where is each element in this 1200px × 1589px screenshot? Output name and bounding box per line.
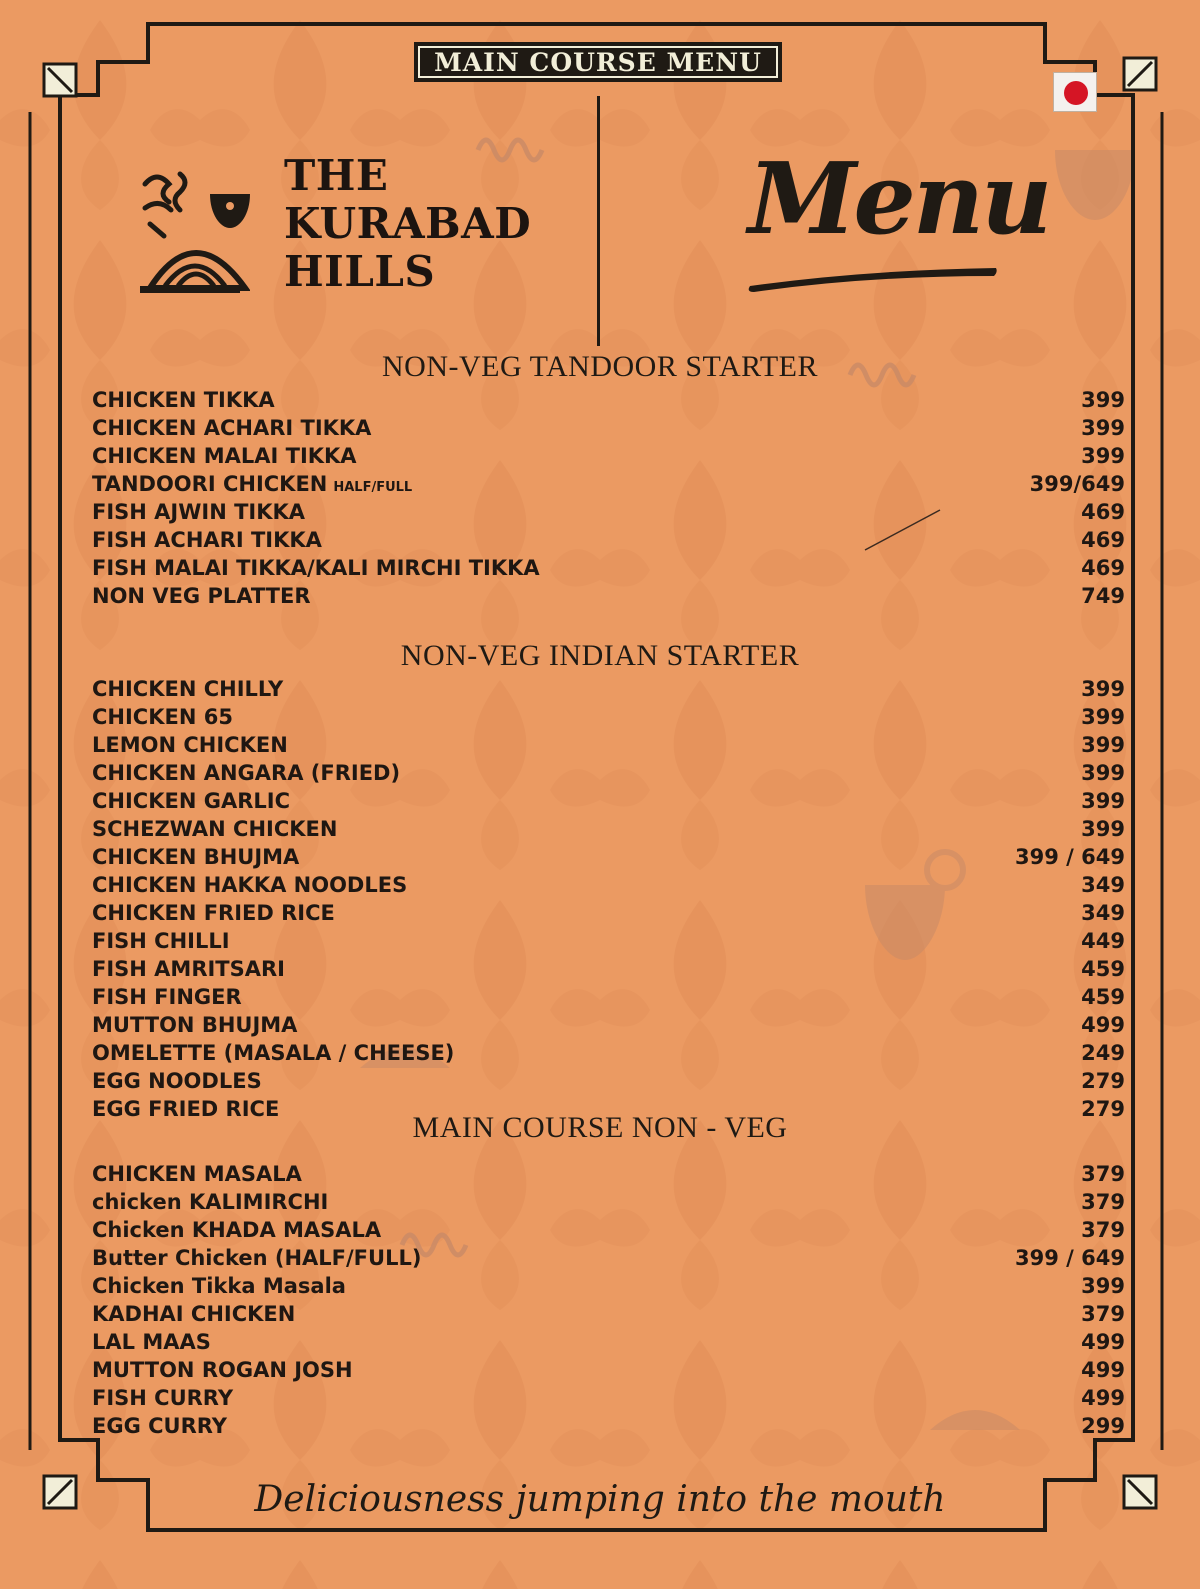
item-price: 449: [1081, 929, 1125, 953]
menu-item: FISH MALAI TIKKA/KALI MIRCHI TIKKA 469: [92, 556, 1125, 580]
item-price: 399: [1081, 416, 1125, 440]
menu-item: Chicken Tikka Masala 399: [92, 1274, 1125, 1298]
brand-line-2: KURABAD: [284, 199, 532, 248]
menu-item: FISH AJWIN TIKKA 469: [92, 500, 1125, 524]
menu-item: EGG FRIED RICE 279: [92, 1097, 1125, 1121]
menu-item: OMELETTE (MASALA / CHEESE) 249: [92, 1041, 1125, 1065]
item-price: 399: [1081, 677, 1125, 701]
item-price: 399 / 649: [1015, 845, 1125, 869]
menu-item: CHICKEN CHILLY 399: [92, 677, 1125, 701]
menu-item: TANDOORI CHICKEN HALF/FULL 399/649: [92, 472, 1125, 496]
item-price: 399: [1081, 789, 1125, 813]
menu-item: FISH CHILLI 449: [92, 929, 1125, 953]
item-price: 249: [1081, 1041, 1125, 1065]
item-price: 279: [1081, 1069, 1125, 1093]
menu-item: CHICKEN MASALA 379: [92, 1162, 1125, 1186]
menu-underline-swoosh: [746, 262, 1002, 296]
item-price: 379: [1081, 1162, 1125, 1186]
item-size-note: HALF/FULL: [333, 480, 413, 495]
brand-name: [284, 152, 531, 296]
section-title-indian-starter: NON-VEG INDIAN STARTER: [400, 639, 800, 672]
item-price: 349: [1081, 901, 1125, 925]
item-price: 379: [1081, 1218, 1125, 1242]
item-price: 469: [1081, 500, 1125, 524]
item-price: 279: [1081, 1097, 1125, 1121]
item-price: 399: [1081, 817, 1125, 841]
item-price: 399: [1081, 444, 1125, 468]
item-price: 399: [1081, 705, 1125, 729]
item-price: 379: [1081, 1190, 1125, 1214]
menu-item: CHICKEN FRIED RICE 349: [92, 901, 1125, 925]
menu-item: FISH AMRITSARI 459: [92, 957, 1125, 981]
brand-line-3: HILLS: [284, 247, 436, 296]
menu-item: Chicken KHADA MASALA 379: [92, 1218, 1125, 1242]
menu-item: chicken KALIMIRCHI 379: [92, 1190, 1125, 1214]
menu-item: MUTTON BHUJMA 499: [92, 1013, 1125, 1037]
item-price: 749: [1081, 584, 1125, 608]
item-price: 379: [1081, 1302, 1125, 1326]
item-price: 459: [1081, 957, 1125, 981]
menu-item: Butter Chicken (HALF/FULL) 399 / 649: [92, 1246, 1125, 1270]
item-price: 399: [1081, 761, 1125, 785]
item-price: 299: [1081, 1414, 1125, 1438]
menu-item: EGG NOODLES 279: [92, 1069, 1125, 1093]
item-price: 399/649: [1029, 472, 1125, 496]
item-price: 399: [1081, 733, 1125, 757]
brand-line-1: THE: [284, 151, 389, 200]
menu-item: CHICKEN 65 399: [92, 705, 1125, 729]
item-price: 469: [1081, 528, 1125, 552]
menu-heading: Menu: [748, 142, 1050, 257]
item-price: 459: [1081, 985, 1125, 1009]
item-price: 469: [1081, 556, 1125, 580]
main-course-menu-badge: MAIN COURSE MENU: [414, 42, 782, 82]
menu-item: CHICKEN ANGARA (FRIED) 399: [92, 761, 1125, 785]
menu-item: EGG CURRY 299: [92, 1414, 1125, 1438]
item-price: 399: [1081, 388, 1125, 412]
menu-item: FISH CURRY 499: [92, 1386, 1125, 1410]
footer-tagline: Deliciousness jumping into the mouth: [254, 1479, 946, 1520]
header-divider: [597, 96, 600, 346]
menu-item: CHICKEN GARLIC 399: [92, 789, 1125, 813]
item-price: 499: [1081, 1358, 1125, 1382]
menu-item: CHICKEN TIKKA 399: [92, 388, 1125, 412]
japan-flag-icon: [1053, 72, 1097, 112]
item-price: 499: [1081, 1013, 1125, 1037]
menu-item: MUTTON ROGAN JOSH 499: [92, 1358, 1125, 1382]
section-title-tandoor-starter: NON-VEG TANDOOR STARTER: [382, 350, 818, 383]
menu-item: KADHAI CHICKEN 379: [92, 1302, 1125, 1326]
menu-item: SCHEZWAN CHICKEN 399: [92, 817, 1125, 841]
menu-item: NON VEG PLATTER 749: [92, 584, 1125, 608]
item-price: 399: [1081, 1274, 1125, 1298]
menu-item: CHICKEN ACHARI TIKKA 399: [92, 416, 1125, 440]
menu-item: FISH ACHARI TIKKA 469: [92, 528, 1125, 552]
item-price: 349: [1081, 873, 1125, 897]
menu-item: LEMON CHICKEN 399: [92, 733, 1125, 757]
item-price: 499: [1081, 1330, 1125, 1354]
restaurant-logo-icon: [140, 164, 250, 298]
menu-item: CHICKEN MALAI TIKKA 399: [92, 444, 1125, 468]
menu-item: CHICKEN HAKKA NOODLES 349: [92, 873, 1125, 897]
menu-item: LAL MAAS 499: [92, 1330, 1125, 1354]
item-price: 399 / 649: [1015, 1246, 1125, 1270]
menu-item: CHICKEN BHUJMA 399 / 649: [92, 845, 1125, 869]
item-price: 499: [1081, 1386, 1125, 1410]
section-title-main-course-non-veg: MAIN COURSE NON - VEG: [412, 1111, 788, 1144]
menu-item: FISH FINGER 459: [92, 985, 1125, 1009]
